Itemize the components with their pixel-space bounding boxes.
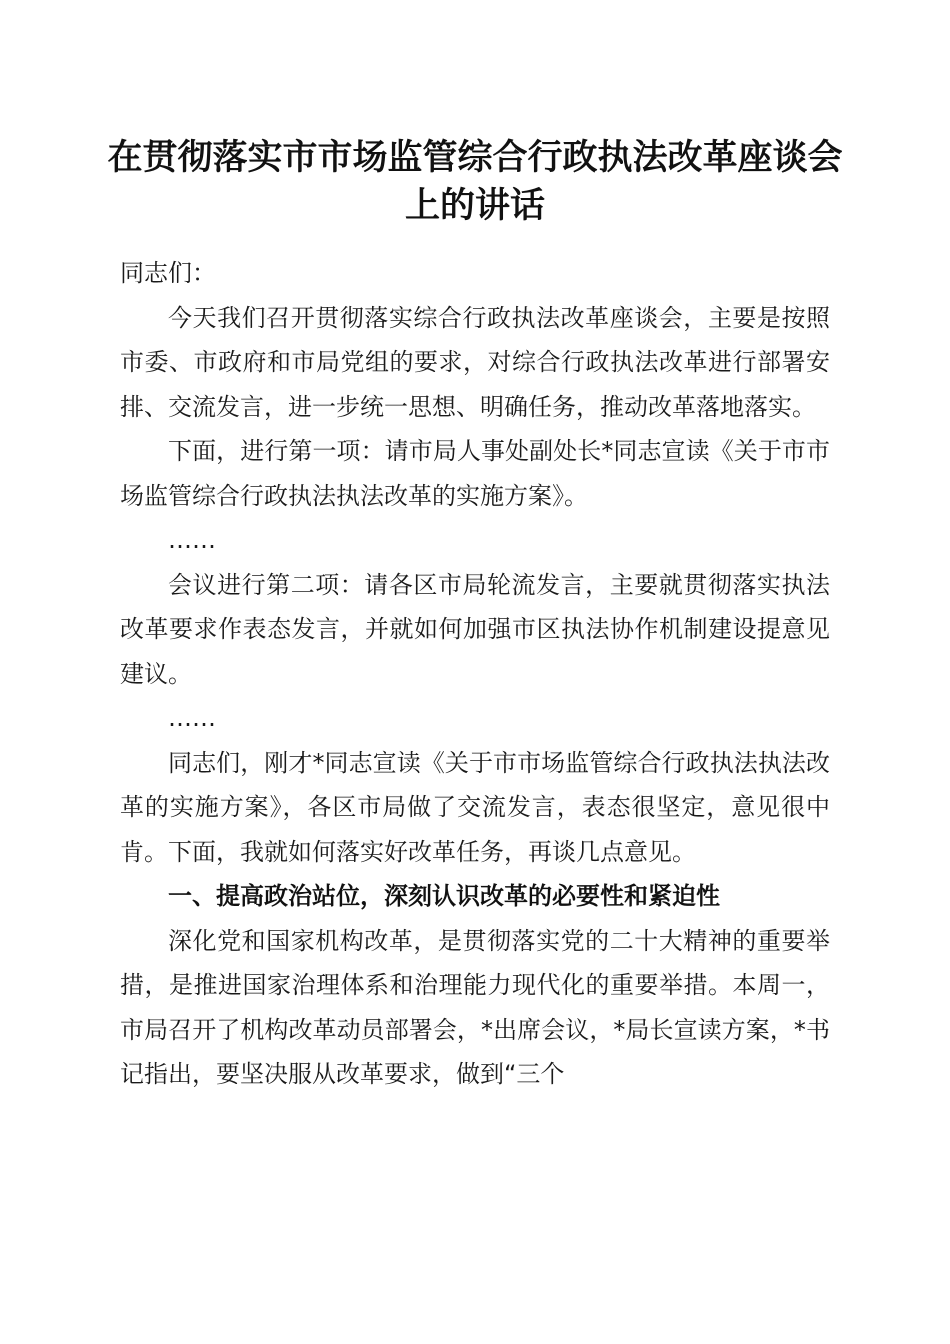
paragraph-first-item: 下面，进行第一项：请市局人事处副处长*同志宣读《关于市市场监管综合行政执法执法改革的实施方案》。 xyxy=(120,437,830,510)
paragraph-summary: 同志们，刚才*同志宣读《关于市市场监管综合行政执法执法改革的实施方案》，各区市局做了交流发言，表态很坚定，意见很中肯。下面，我就如何落实好改革任务，再谈几点意见。 xyxy=(120,748,830,866)
ellipsis-2: …… xyxy=(168,704,216,732)
paragraph-opening: 今天我们召开贯彻落实综合行政执法改革座谈会，主要是按照市委、市政府和市局党组的要求，对综合行政执法改革进行部署安排、交流发言，进一步统一思想、明确任务，推动改革落地落实。 xyxy=(120,303,830,421)
paragraph-second-item: 会议进行第二项：请各区市局轮流发言，主要就贯彻落实执法改革要求作表态发言，并就如何加强市区执法协作机制建设提意见建议。 xyxy=(120,570,830,688)
section-paragraph: 深化党和国家机构改革，是贯彻落实党的二十大精神的重要举措，是推进国家治理体系和治理能力现代化的重要举措。本周一，市局召开了机构改革动员部署会，*出席会议，*局长宣读方案，*书记指出，要坚决服从改革要求，做到“三个 xyxy=(120,926,830,1088)
page-title: 在贯彻落实市市场监管综合行政执法改革座谈会上的讲话 xyxy=(107,137,843,226)
ellipsis-1: …… xyxy=(168,526,216,554)
document-body xyxy=(120,251,830,1097)
salutation: 同志们： xyxy=(120,259,216,287)
section-heading: 一、提高政治站位，深刻认识改革的必要性和紧迫性 xyxy=(168,882,720,910)
